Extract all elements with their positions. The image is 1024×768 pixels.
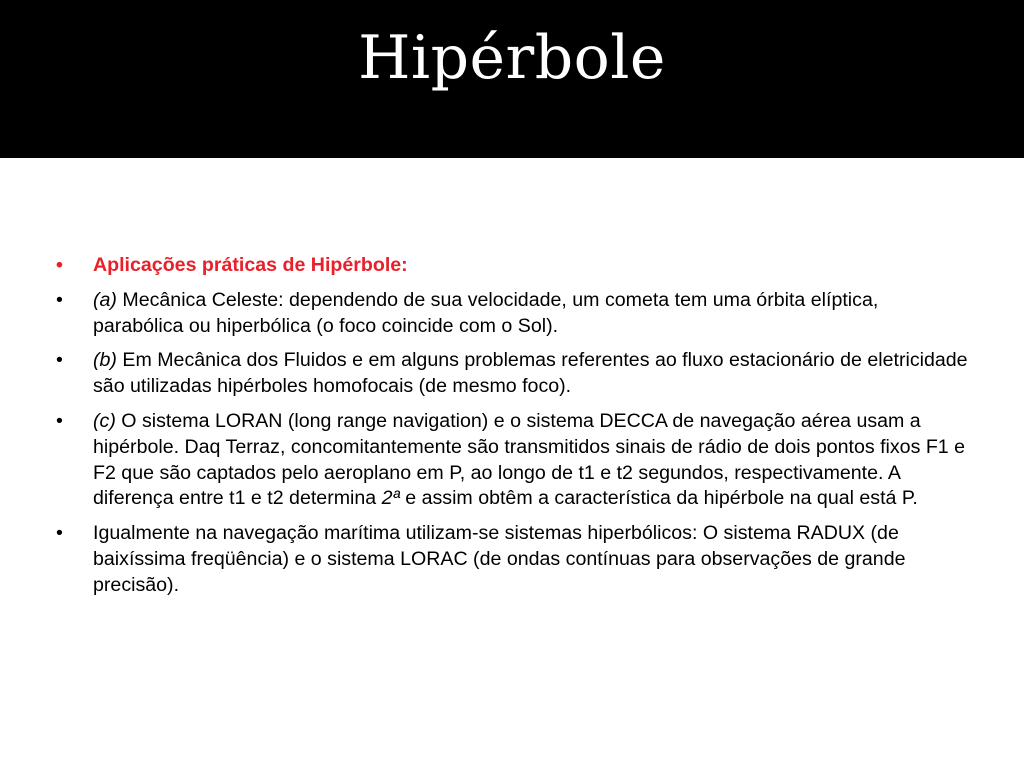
- bullet-italic-term: 2ª: [381, 487, 400, 510]
- bullet-item-a: [54, 288, 970, 340]
- bullet-heading-text: Aplicações práticas de Hipérbole:: [93, 254, 408, 276]
- bullet-prefix: (c): [93, 409, 116, 432]
- bullet-marker: •: [56, 288, 63, 311]
- bullet-prefix: (a): [93, 288, 117, 311]
- slide-content: [54, 253, 970, 608]
- bullet-marker: •: [56, 349, 63, 372]
- bullet-marker: •: [56, 522, 63, 545]
- title-bar: [0, 0, 1024, 158]
- bullet-item-heading: [54, 253, 970, 279]
- bullet-text-before: O sistema LORAN (long range navigation) e o sistema DECCA de navegação aérea usam a hipérbole. Daq Terraz, concomitantemente são transmitidos sinais de rádio de dois pontos fixos F1 e F2 que são captados pelo aeroplano em P, ao longo de t1 e t2 segundos, respectivamente. A diferença entre t1 e t2 determina: [93, 409, 966, 510]
- bullet-item-maritime: [54, 521, 970, 598]
- bullet-text-after: e assim obtêm a característica da hipérbole na qual está P.: [399, 487, 918, 510]
- bullet-text: Mecânica Celeste: dependendo de sua velocidade, um cometa tem uma órbita elíptica, parabólica ou hiperbólica (o foco coincide com o Sol).: [93, 288, 879, 337]
- bullet-item-c: [54, 409, 970, 512]
- bullet-prefix: (b): [93, 349, 117, 372]
- slide-title: Hipérbole: [358, 23, 666, 93]
- bullet-item-b: [54, 348, 970, 400]
- bullet-text: Igualmente na navegação marítima utilizam-se sistemas hiperbólicos: O sistema RADUX (de baixíssima freqüência) e o sistema LORAC (de ondas contínuas para observações de grande precisão).: [93, 522, 906, 596]
- bullet-text: Em Mecânica dos Fluidos e em alguns problemas referentes ao fluxo estacionário de eletricidade são utilizadas hipérboles homofocais (de mesmo foco).: [93, 349, 968, 398]
- bullet-marker: •: [56, 254, 63, 276]
- bullet-marker: •: [56, 409, 63, 432]
